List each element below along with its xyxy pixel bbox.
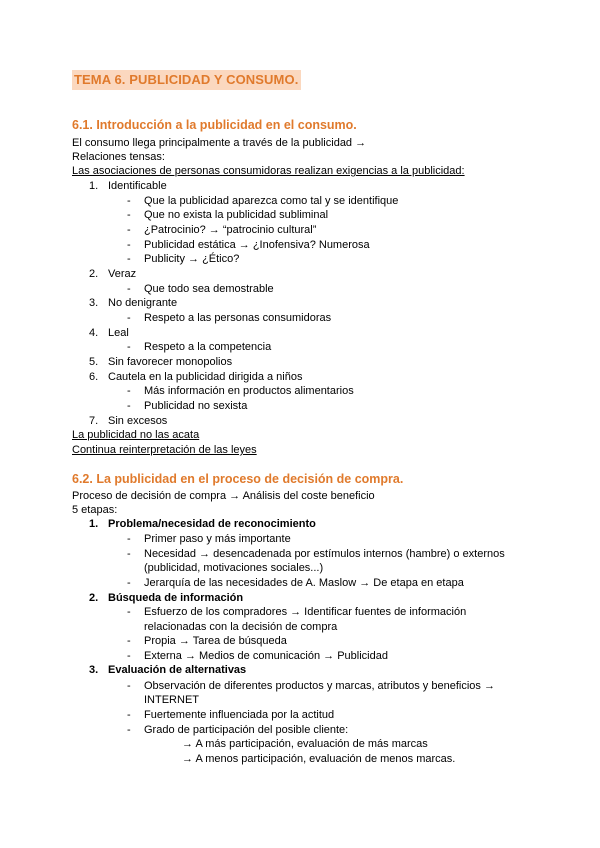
list-subitem-continuation: INTERNET	[144, 694, 199, 706]
list-subitem: - Respeto a las personas consumidoras	[127, 312, 332, 324]
list-subitem: - Esfuerzo de los compradores → Identificar fuentes de información	[127, 606, 467, 618]
list-subitem: - Observación de diferentes productos y marcas, atributos y beneficios →	[127, 680, 495, 692]
list-subitem: - Publicity → ¿Ético?	[127, 253, 240, 265]
list-subitem: - Jerarquía de las necesidades de A. Maslow → De etapa en etapa	[127, 577, 464, 589]
list-item-cautela: 6. Cautela en la publicidad dirigida a niños	[89, 371, 303, 383]
relaciones-text: Relaciones tensas:	[72, 151, 165, 163]
proceso-text: Proceso de decisión de compra → Análisis del coste beneficio	[72, 490, 375, 502]
etapas-text: 5 etapas:	[72, 504, 118, 516]
stage-problema: 1. Problema/necesidad de reconocimiento	[89, 518, 316, 530]
list-subitem: - Respeto a la competencia	[127, 341, 272, 353]
arrow-item-menos: → A menos participación, evaluación de menos marcas.	[182, 753, 456, 765]
list-subitem: - Fuertemente influenciada por la actitud	[127, 709, 335, 721]
list-subitem: - Primer paso y más importante	[127, 533, 291, 545]
list-subitem: - Propia → Tarea de búsqueda	[127, 635, 287, 647]
list-subitem-continuation: (publicidad, motivaciones sociales...)	[144, 562, 324, 574]
list-subitem: - Necesidad → desencadenada por estímulos internos (hambre) o externos	[127, 548, 505, 560]
list-item-veraz: 2. Veraz	[89, 268, 137, 280]
list-subitem: - Grado de participación del posible cliente:	[127, 724, 349, 736]
list-subitem-continuation: relacionadas con la decisión de compra	[144, 621, 338, 633]
list-subitem: - Que no exista la publicidad subliminal	[127, 209, 329, 221]
list-subitem: - Que todo sea demostrable	[127, 283, 274, 295]
list-item-sin-excesos: 7. Sin excesos	[89, 415, 168, 427]
footer-acata: La publicidad no las acata	[72, 429, 200, 441]
section-heading-6-1: 6.1. Introducción a la publicidad en el consumo.	[72, 118, 357, 132]
stage-busqueda: 2. Búsqueda de información	[89, 592, 244, 604]
document-title: TEMA 6. PUBLICIDAD Y CONSUMO.	[72, 70, 301, 90]
intro-text: El consumo llega principalmente a través de la publicidad →	[72, 137, 367, 149]
list-item-no-denigrante: 3. No denigrante	[89, 297, 178, 309]
stage-evaluacion: 3. Evaluación de alternativas	[89, 664, 247, 676]
list-item-leal: 4. Leal	[89, 327, 129, 339]
list-item-identificable: 1. Identificable	[89, 180, 167, 192]
section-heading-6-2: 6.2. La publicidad en el proceso de decisión de compra.	[72, 472, 404, 486]
asociaciones-text: Las asociaciones de personas consumidoras realizan exigencias a la publicidad:	[72, 165, 465, 177]
list-subitem: - Que la publicidad aparezca como tal y se identifique	[127, 195, 399, 207]
list-item-monopolios: 5. Sin favorecer monopolios	[89, 356, 233, 368]
list-subitem: - ¿Patrocinio? → “patrocinio cultural”	[127, 224, 317, 236]
list-subitem: - Externa → Medios de comunicación → Publicidad	[127, 650, 388, 662]
list-subitem: - Más información en productos alimentarios	[127, 385, 354, 397]
list-subitem: - Publicidad estática → ¿Inofensiva? Numerosa	[127, 239, 370, 251]
arrow-item-mas: → A más participación, evaluación de más marcas	[182, 738, 428, 750]
footer-reinterpretacion: Continua reinterpretación de las leyes	[72, 444, 257, 456]
list-subitem: - Publicidad no sexista	[127, 400, 248, 412]
